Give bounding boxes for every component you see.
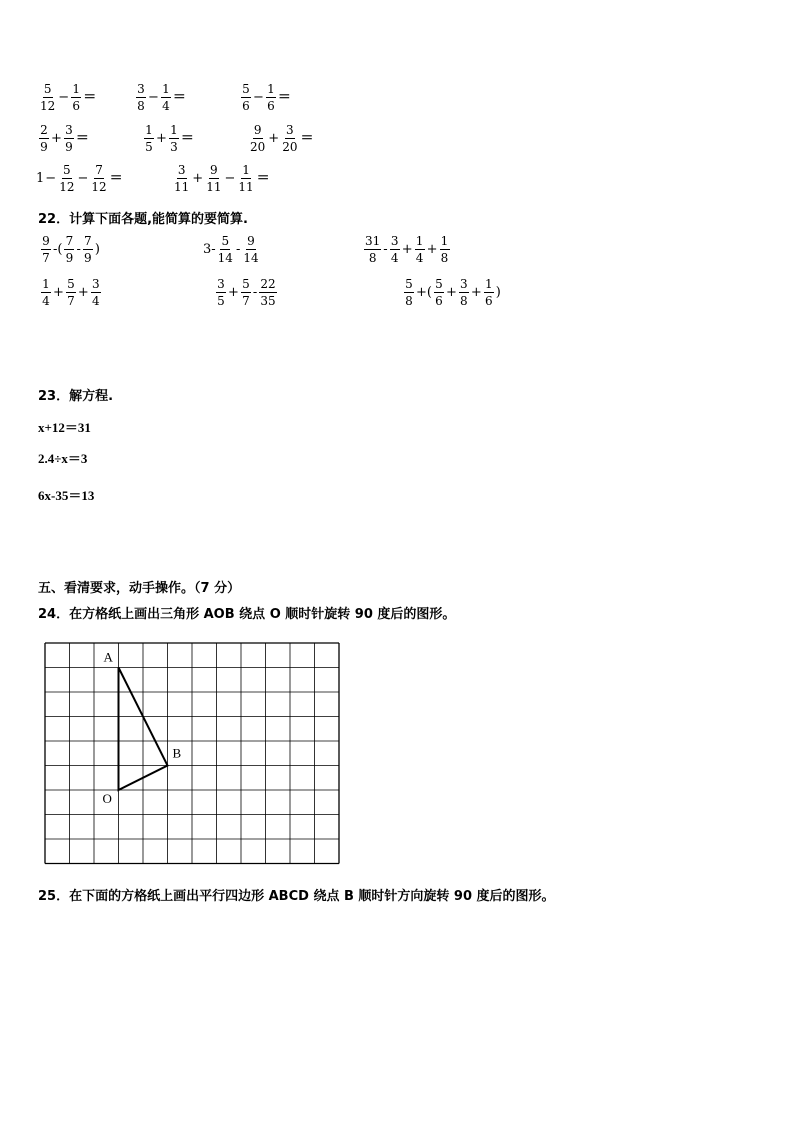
numerator: 1	[415, 234, 424, 248]
numerator: 5	[43, 82, 52, 96]
denominator: 14	[217, 251, 233, 265]
numerator: 3	[390, 234, 399, 248]
operator: -	[252, 285, 258, 300]
numerator: 9	[210, 163, 218, 177]
denominator: 6	[242, 99, 250, 113]
equals-sign: ＝	[277, 90, 291, 105]
denominator: 5	[217, 294, 225, 308]
equals-sign: ＝	[109, 171, 123, 186]
section-5-title: 五、看清要求，动手操作。（7 分）	[38, 581, 241, 596]
denominator: 5	[145, 140, 153, 154]
numerator: 3	[65, 123, 73, 137]
equals-sign: ＝	[180, 131, 194, 146]
numerator: 5	[435, 277, 443, 291]
q23-equation-3: 6x-35＝13	[38, 488, 95, 503]
denominator: 8	[368, 251, 377, 265]
numerator: 31	[365, 234, 381, 248]
operator: +	[192, 171, 204, 186]
numerator: 9	[247, 234, 255, 248]
denominator: 7	[42, 251, 50, 265]
operator: −	[224, 171, 236, 186]
denominator: 6	[435, 294, 443, 308]
numerator: 7	[65, 234, 74, 248]
operator: +	[228, 285, 239, 300]
denominator: 20	[282, 140, 298, 154]
numerator: 3	[460, 277, 468, 291]
denominator: 12	[91, 180, 107, 194]
numerator: 1	[170, 123, 178, 137]
denominator: 20	[250, 140, 266, 154]
operator: )	[94, 242, 100, 257]
denominator: 11	[206, 180, 222, 194]
numerator: 5	[221, 234, 230, 248]
denominator: 4	[42, 294, 50, 308]
numerator: 1	[484, 277, 493, 291]
denominator: 35	[260, 294, 276, 308]
operator: +	[268, 131, 280, 146]
denominator: 8	[405, 294, 413, 308]
operator: -	[76, 242, 81, 257]
numerator: 3	[91, 277, 100, 291]
numerator: 7	[84, 234, 92, 248]
grid-lines	[45, 643, 339, 864]
denominator: 3	[170, 140, 178, 154]
numerator: 3	[137, 82, 145, 96]
numerator: 3	[177, 163, 186, 177]
q25-title: 25．在下面的方格纸上画出平行四边形 ABCD 绕点 B 顺时针方向旋转 90 度后的图形。	[38, 889, 555, 904]
numerator: 5	[67, 277, 75, 291]
numerator: 3	[286, 123, 294, 137]
numerator: 9	[253, 123, 262, 137]
denominator: 4	[91, 294, 100, 308]
numerator: 9	[42, 234, 50, 248]
numerator: 5	[63, 163, 71, 177]
operator: +	[401, 242, 413, 257]
denominator: 7	[67, 294, 75, 308]
denominator: 8	[460, 294, 468, 308]
numerator: 5	[242, 277, 250, 291]
number: 1	[36, 171, 45, 186]
numerator: 2	[40, 123, 48, 137]
denominator: 11	[238, 180, 254, 194]
equals-sign: ＝	[256, 171, 270, 186]
q23-equation-1: x+12＝31	[38, 420, 91, 435]
operator: −	[253, 90, 264, 105]
equals-sign: ＝	[83, 90, 97, 105]
numerator: 1	[440, 234, 449, 248]
denominator: 9	[65, 140, 73, 154]
denominator: 6	[484, 294, 493, 308]
operator: −	[148, 90, 159, 105]
denominator: 14	[243, 251, 259, 265]
numerator: 5	[242, 82, 250, 96]
number: 3-	[203, 242, 216, 257]
denominator: 4	[390, 251, 399, 265]
denominator: 12	[40, 99, 56, 113]
operator: −	[45, 171, 57, 186]
operator: −	[77, 171, 89, 186]
denominator: 9	[84, 251, 92, 265]
denominator: 12	[59, 180, 75, 194]
q23-equation-2: 2.4÷x＝3	[38, 451, 88, 466]
denominator: 6	[72, 99, 80, 113]
numerator: 1	[162, 82, 170, 96]
operator: +	[470, 285, 482, 300]
numerator: 1	[145, 123, 153, 137]
numerator: 5	[405, 277, 413, 291]
numerator: 1	[72, 82, 80, 96]
operator: +	[445, 285, 457, 300]
equals-sign: ＝	[300, 131, 314, 146]
q22-title: 22．计算下面各题,能简算的要简算.	[38, 212, 248, 227]
operator: +	[156, 131, 167, 146]
operator: +	[51, 131, 62, 146]
denominator: 4	[162, 99, 170, 113]
denominator: 6	[267, 99, 275, 113]
label-b: B	[172, 745, 182, 761]
numerator: 3	[217, 277, 225, 291]
label-a: A	[103, 649, 113, 665]
equals-sign: ＝	[75, 131, 89, 146]
denominator: 9	[40, 140, 48, 154]
operator: -(	[53, 242, 63, 257]
q24-title: 24．在方格纸上画出三角形 AOB 绕点 O 顺时针旋转 90 度后的图形。	[38, 607, 456, 622]
operator: +	[77, 285, 89, 300]
operator: )	[495, 285, 501, 300]
numerator: 1	[42, 277, 50, 291]
operator: -	[235, 242, 241, 257]
operator: +	[53, 285, 64, 300]
operator: +	[426, 242, 438, 257]
denominator: 8	[137, 99, 145, 113]
denominator: 11	[174, 180, 190, 194]
denominator: 4	[415, 251, 424, 265]
operator: −	[58, 90, 70, 105]
numerator: 1	[242, 163, 250, 177]
numerator: 1	[267, 82, 275, 96]
operator: -	[383, 242, 388, 257]
label-o: O	[102, 791, 112, 806]
denominator: 7	[242, 294, 250, 308]
operator: +(	[416, 285, 432, 300]
denominator: 9	[65, 251, 74, 265]
denominator: 8	[440, 251, 449, 265]
numerator: 22	[260, 277, 276, 291]
numerator: 7	[95, 163, 103, 177]
equals-sign: ＝	[172, 90, 186, 105]
q23-title: 23．解方程.	[38, 389, 114, 404]
